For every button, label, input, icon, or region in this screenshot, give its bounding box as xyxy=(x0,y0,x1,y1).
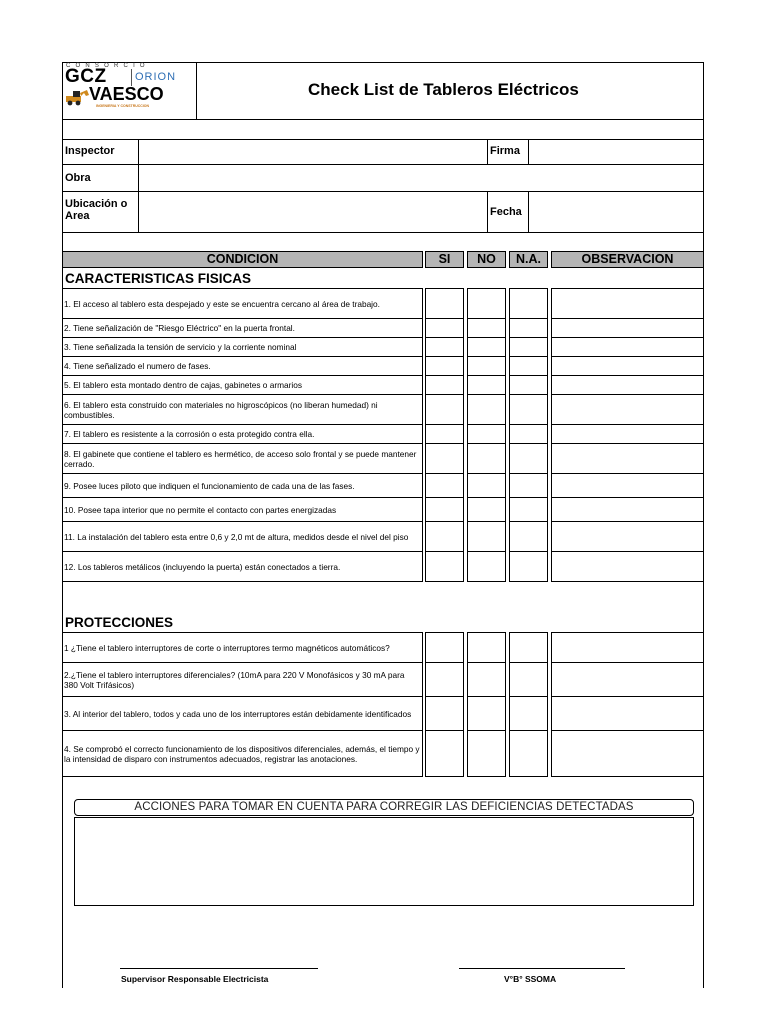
checklist-item: 3. Al interior del tablero, todos y cada uno de los interruptores están debidamente identificados xyxy=(64,708,412,719)
header-observacion: OBSERVACION xyxy=(551,251,704,268)
observacion-cell[interactable] xyxy=(551,632,704,663)
logo-consorcio-text: CONSORCIO xyxy=(66,63,150,69)
signature-label-right: V°B° SSOMA xyxy=(504,974,557,984)
na-cell[interactable] xyxy=(509,375,548,395)
checklist-item: 5. El tablero esta montado dentro de cajas, gabinetes o armarios xyxy=(64,380,302,390)
observacion-cell[interactable] xyxy=(551,730,704,777)
checklist-item: 11. La instalación del tablero esta entre 0,6 y 2,0 mt de altura, medidos desde el nivel del piso xyxy=(64,531,409,542)
col-line xyxy=(422,632,423,776)
no-cell[interactable] xyxy=(467,394,506,425)
no-cell[interactable] xyxy=(467,497,506,522)
observacion-cell[interactable] xyxy=(551,318,704,338)
header-bottom-line xyxy=(62,119,704,120)
obra-label: Obra xyxy=(65,172,91,184)
si-cell[interactable] xyxy=(425,473,464,498)
observacion-cell[interactable] xyxy=(551,551,704,582)
si-cell[interactable] xyxy=(425,337,464,357)
inspector-field[interactable] xyxy=(139,140,486,163)
actions-textarea[interactable] xyxy=(74,817,694,906)
si-cell[interactable] xyxy=(425,632,464,663)
no-cell[interactable] xyxy=(467,337,506,357)
logo-vaesco-text: VAESCO xyxy=(89,84,164,104)
na-cell[interactable] xyxy=(509,730,548,777)
checklist-item: 6. El tablero esta construido con materiales no higroscópicos (no liberan humedad) ni combustibles. xyxy=(64,399,378,420)
ubicacion-label: Ubicación o Area xyxy=(65,198,128,222)
na-cell[interactable] xyxy=(509,497,548,522)
signature-label-left: Supervisor Responsable Electricista xyxy=(121,974,269,984)
inspector-label: Inspector xyxy=(65,145,115,157)
logo-orion-text: ORION xyxy=(135,71,177,83)
page-title: Check List de Tableros Eléctricos xyxy=(308,80,579,99)
firma-field[interactable] xyxy=(529,140,703,163)
fecha-field[interactable] xyxy=(529,192,703,231)
observacion-cell[interactable] xyxy=(551,424,704,444)
no-cell[interactable] xyxy=(467,662,506,697)
na-cell[interactable] xyxy=(509,337,548,357)
signature-line-left xyxy=(120,968,318,969)
si-cell[interactable] xyxy=(425,394,464,425)
actions-title: ACCIONES PARA TOMAR EN CUENTA PARA CORREGIR LAS DEFICIENCIAS DETECTADAS xyxy=(74,799,694,816)
logo-gcz-text: GCZ xyxy=(65,66,107,87)
si-cell[interactable] xyxy=(425,696,464,731)
section-title: PROTECCIONES xyxy=(65,615,174,630)
no-cell[interactable] xyxy=(467,696,506,731)
na-cell[interactable] xyxy=(509,443,548,474)
logo-subtitle: INGENIERIA Y CONSTRUCCION xyxy=(96,104,150,108)
no-cell[interactable] xyxy=(467,551,506,582)
section-title: CARACTERISTICAS FISICAS xyxy=(65,271,252,286)
checklist-item: 9. Posee luces piloto que indiquen el funcionamiento de cada una de las fases. xyxy=(64,480,355,491)
checklist-item: 10. Posee tapa interior que no permite el contacto con partes energizadas xyxy=(64,504,337,515)
na-cell[interactable] xyxy=(509,551,548,582)
signature-line-right xyxy=(459,968,625,969)
firma-label: Firma xyxy=(490,145,520,157)
no-cell[interactable] xyxy=(467,632,506,663)
na-cell[interactable] xyxy=(509,394,548,425)
header-condicion: CONDICION xyxy=(62,251,423,268)
observacion-cell[interactable] xyxy=(551,662,704,697)
checklist-item: 8. El gabinete que contiene el tablero es hermético, de acceso solo frontal y se puede mantener cerrado. xyxy=(64,448,417,469)
si-cell[interactable] xyxy=(425,443,464,474)
checklist-item: 2.¿Tiene el tablero interruptores diferenciales? (10mA para 220 V Monofásicos y 30 mA para 380 Volt Trifásicos) xyxy=(64,669,405,690)
no-cell[interactable] xyxy=(467,730,506,777)
checklist-item: 4. Se comprobó el correcto funcionamiento de los dispositivos diferenciales, además, el tiempo y la intensidad de disparo con instrumentos adecuados, registrar las anotaciones. xyxy=(64,743,420,764)
no-cell[interactable] xyxy=(467,318,506,338)
checklist-item: 4. Tiene señalizado el numero de fases. xyxy=(64,361,211,371)
row-line xyxy=(62,581,423,582)
si-cell[interactable] xyxy=(425,497,464,522)
fecha-label: Fecha xyxy=(490,206,522,218)
checklist-item: 12. Los tableros metálicos (incluyendo la puerta) están conectados a tierra. xyxy=(64,561,341,572)
si-cell[interactable] xyxy=(425,375,464,395)
na-cell[interactable] xyxy=(509,318,548,338)
observacion-cell[interactable] xyxy=(551,497,704,522)
na-cell[interactable] xyxy=(509,288,548,319)
observacion-cell[interactable] xyxy=(551,443,704,474)
observacion-cell[interactable] xyxy=(551,521,704,552)
si-cell[interactable] xyxy=(425,424,464,444)
observacion-cell[interactable] xyxy=(551,356,704,376)
checklist-item: 1. El acceso al tablero esta despejado y este se encuentra cercano al área de trabajo. xyxy=(64,298,380,309)
observacion-cell[interactable] xyxy=(551,473,704,498)
obra-field[interactable] xyxy=(139,165,703,190)
si-cell[interactable] xyxy=(425,288,464,319)
observacion-cell[interactable] xyxy=(551,394,704,425)
checklist-item: 1 ¿Tiene el tablero interruptores de corte o interruptores termo magnéticos automáticos? xyxy=(64,642,390,653)
observacion-cell[interactable] xyxy=(551,337,704,357)
header-na: N.A. xyxy=(509,251,548,268)
si-cell[interactable] xyxy=(425,318,464,338)
no-cell[interactable] xyxy=(467,443,506,474)
col-line xyxy=(487,191,488,232)
observacion-cell[interactable] xyxy=(551,375,704,395)
na-cell[interactable] xyxy=(509,356,548,376)
no-cell[interactable] xyxy=(467,288,506,319)
no-cell[interactable] xyxy=(467,473,506,498)
row-line xyxy=(62,776,423,777)
si-cell[interactable] xyxy=(425,521,464,552)
excavator-icon xyxy=(64,88,90,106)
checklist-item: 7. El tablero es resistente a la corrosión o esta protegido contra ella. xyxy=(64,429,315,439)
logo-divider xyxy=(196,62,197,119)
no-cell[interactable] xyxy=(467,424,506,444)
no-cell[interactable] xyxy=(467,375,506,395)
row-line xyxy=(62,232,704,233)
si-cell[interactable] xyxy=(425,356,464,376)
na-cell[interactable] xyxy=(509,473,548,498)
na-cell[interactable] xyxy=(509,424,548,444)
si-cell[interactable] xyxy=(425,551,464,582)
col-line xyxy=(487,139,488,164)
na-cell[interactable] xyxy=(509,696,548,731)
no-cell[interactable] xyxy=(467,521,506,552)
na-cell[interactable] xyxy=(509,521,548,552)
na-cell[interactable] xyxy=(509,632,548,663)
si-cell[interactable] xyxy=(425,662,464,697)
observacion-cell[interactable] xyxy=(551,696,704,731)
ubicacion-field[interactable] xyxy=(139,192,486,231)
na-cell[interactable] xyxy=(509,662,548,697)
header-si: SI xyxy=(425,251,464,268)
header-no: NO xyxy=(467,251,506,268)
si-cell[interactable] xyxy=(425,730,464,777)
checklist-item: 3. Tiene señalizada la tensión de servicio y la corriente nominal xyxy=(64,342,297,352)
col-line xyxy=(422,288,423,581)
observacion-cell[interactable] xyxy=(551,288,704,319)
checklist-item: 2. Tiene señalización de "Riesgo Eléctrico" en la puerta frontal. xyxy=(64,323,295,333)
no-cell[interactable] xyxy=(467,356,506,376)
